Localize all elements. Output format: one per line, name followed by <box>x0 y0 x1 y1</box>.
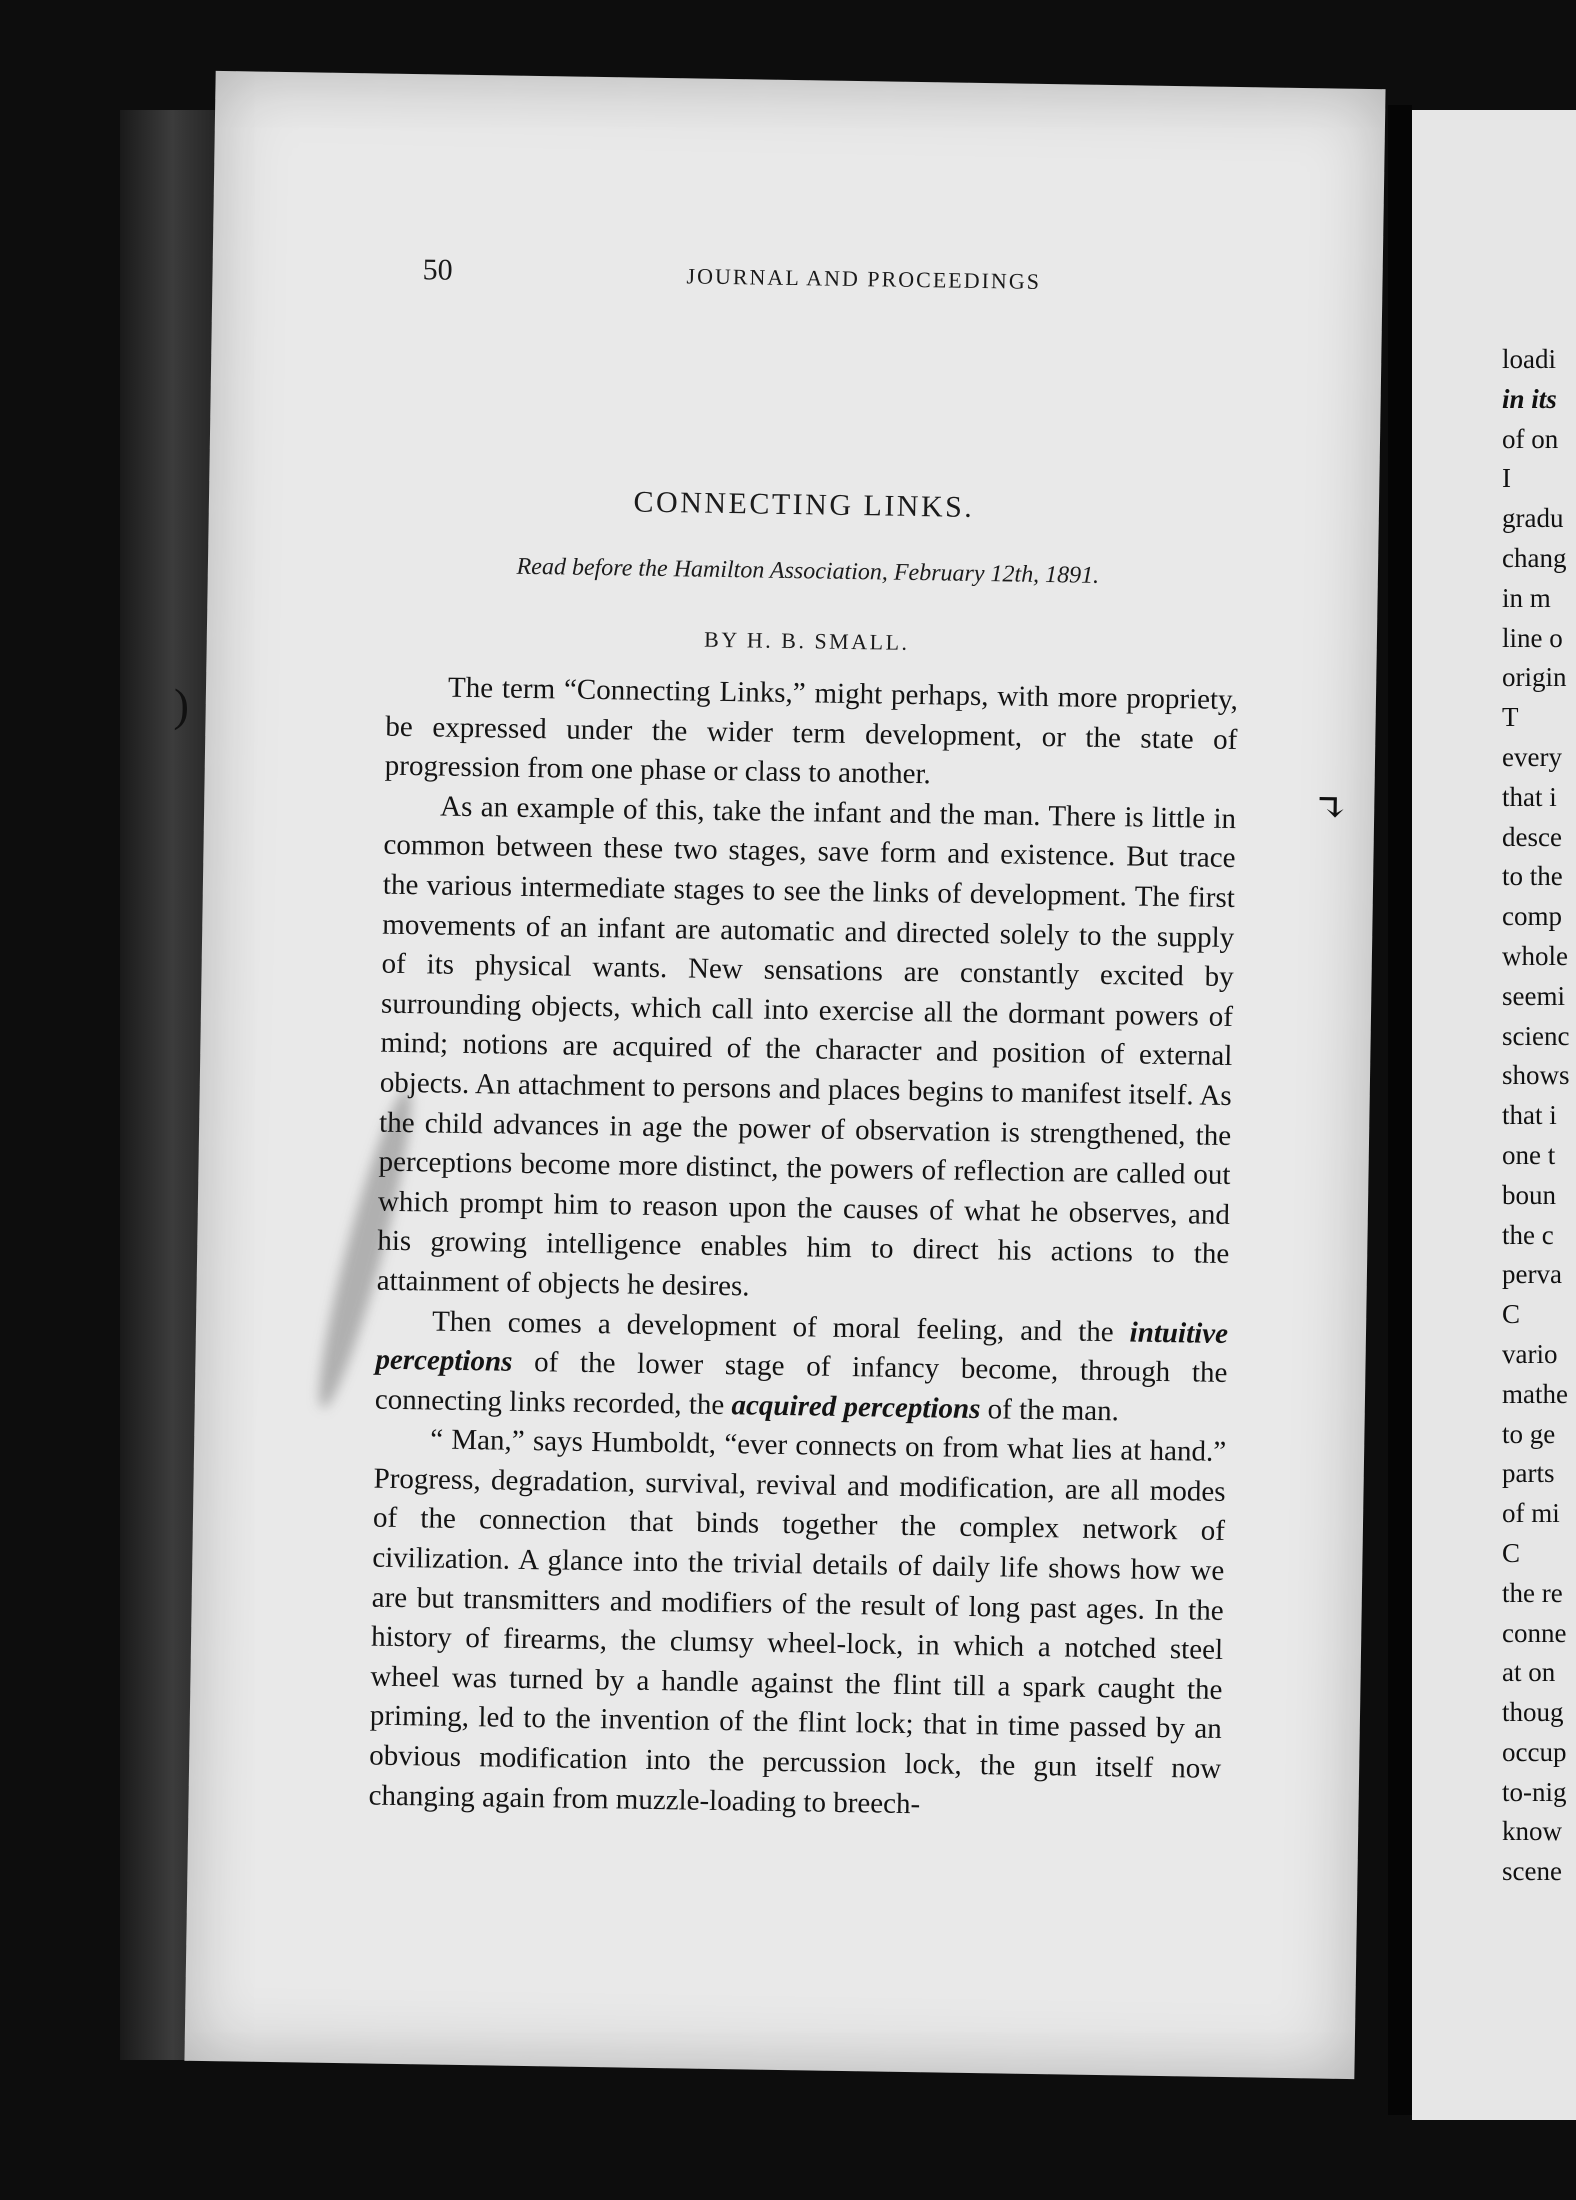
running-head-title: JOURNAL AND PROCEEDINGS <box>686 263 1042 294</box>
facing-page-line: the re <box>1502 1577 1563 1608</box>
facing-page-line: to-nig <box>1502 1776 1567 1807</box>
facing-page-line: chang <box>1502 542 1567 573</box>
facing-page-line: of mi <box>1502 1498 1560 1529</box>
facing-page-line: at on <box>1502 1657 1556 1688</box>
facing-page-line: perva <box>1502 1259 1562 1290</box>
facing-page-line: to ge <box>1502 1418 1556 1449</box>
page-number: 50 <box>422 253 453 287</box>
paragraph-text: of the lower stage of infancy become, through the connecting links recorded, the <box>374 1345 1228 1421</box>
facing-page-line: shows <box>1502 1060 1570 1091</box>
facing-page-line: T <box>1502 702 1519 733</box>
facing-page-line: in its <box>1502 383 1557 414</box>
facing-page-line: of on <box>1502 423 1559 454</box>
facing-page-line: gradu <box>1502 503 1564 534</box>
facing-page-line: comp <box>1502 901 1562 932</box>
page-gutter <box>1388 105 1412 2115</box>
paragraph-text: of the man. <box>980 1392 1120 1427</box>
facing-page-line: that i <box>1502 1100 1557 1131</box>
facing-page-line: whole <box>1502 940 1568 971</box>
facing-page-line: the c <box>1502 1219 1554 1250</box>
facing-page-line: mathe <box>1502 1378 1568 1409</box>
facing-page-line: seemi <box>1502 980 1565 1011</box>
facing-page-line: scienc <box>1502 1020 1570 1051</box>
facing-page-line: thoug <box>1502 1697 1564 1728</box>
running-head <box>212 253 1382 314</box>
italic-term: acquired perceptions <box>731 1388 981 1425</box>
facing-page-line: origin <box>1502 662 1567 693</box>
facing-page-line: line o <box>1502 622 1563 653</box>
facing-page-line: loadi <box>1502 344 1556 374</box>
facing-page-line: occup <box>1502 1736 1567 1767</box>
facing-page-line: vario <box>1502 1338 1558 1369</box>
facing-page-line: C <box>1502 1537 1521 1568</box>
margin-mark-icon: ↴ <box>1313 785 1349 831</box>
facing-page-line: one t <box>1502 1139 1556 1170</box>
facing-page-line: in m <box>1502 582 1551 613</box>
paragraph <box>375 1301 1229 1433</box>
facing-page-line: know <box>1502 1816 1562 1847</box>
facing-page-line: that i <box>1502 781 1557 812</box>
facing-page <box>1412 110 1576 2120</box>
margin-bracket-icon: ) <box>173 679 190 731</box>
facing-page-line: desce <box>1502 821 1562 852</box>
facing-page-line: scene <box>1502 1856 1562 1887</box>
article-body <box>368 668 1238 1829</box>
paragraph: The term “Connecting Links,” might perhaps, with more propriety, be expressed under the wider term development, or the state of progression from one phase or class to another. <box>384 671 1239 791</box>
article-byline: BY H. B. SMALL. <box>703 626 910 655</box>
paragraph: As an example of this, take the infant and the man. There is little in common between these two stages, save form and existence. But trace the various intermediate stages to see the links of development. The first movements of an infant are automatic and directed solely to the supply of its physical wants. New sensations are constantly excited by surrounding objects, which call into exercise all the dormant powers of mind; notions are acquired of the character and position of external objects. An attachment to persons and places begins to manifest itself. As the child advances in age the power of observation is strengthened, the perceptions become more distinct, the powers of reflection are called out which prompt him to reason upon the causes of what he observes, and his growing intelligence enables him to direct his actions to the attainment of objects he desires. <box>376 790 1237 1303</box>
article-title: CONNECTING LINKS. <box>633 485 975 524</box>
facing-page-line: to the <box>1502 861 1563 892</box>
article-subtitle: Read before the Hamilton Association, February 12th, 1891. <box>516 553 1100 589</box>
paragraph: “ Man,” says Humboldt, “ever connects on from what lies at hand.” Progress, degradation, survival, revival and modification, are all modes of the connection that binds together the complex network of civilization. A glance into the trivial details of daily life shows how we are but transmitters and modifiers of the result of long past ages. In the history of firearms, the clumsy wheel-lock, in which a notched steel wheel was turned by a handle against the flint till a spark caught the priming, led to the invention of the flint lock; that in time passed by an obvious modification into the percussion lock, the gun itself now changing again from muzzle-loading to breech- <box>368 1423 1227 1820</box>
facing-page-line: conne <box>1502 1617 1567 1648</box>
left-page <box>173 71 1385 2079</box>
facing-page-line: C <box>1502 1299 1521 1330</box>
italic-term: intuitive perceptions <box>375 1315 1229 1378</box>
facing-page-text <box>1502 340 1576 1892</box>
facing-page-line: every <box>1502 741 1562 772</box>
facing-page-line: I <box>1502 463 1511 494</box>
paragraph-text: Then comes a development of moral feeling, and the <box>431 1304 1130 1348</box>
facing-page-line: parts <box>1502 1458 1555 1489</box>
facing-page-line: boun <box>1502 1179 1556 1210</box>
